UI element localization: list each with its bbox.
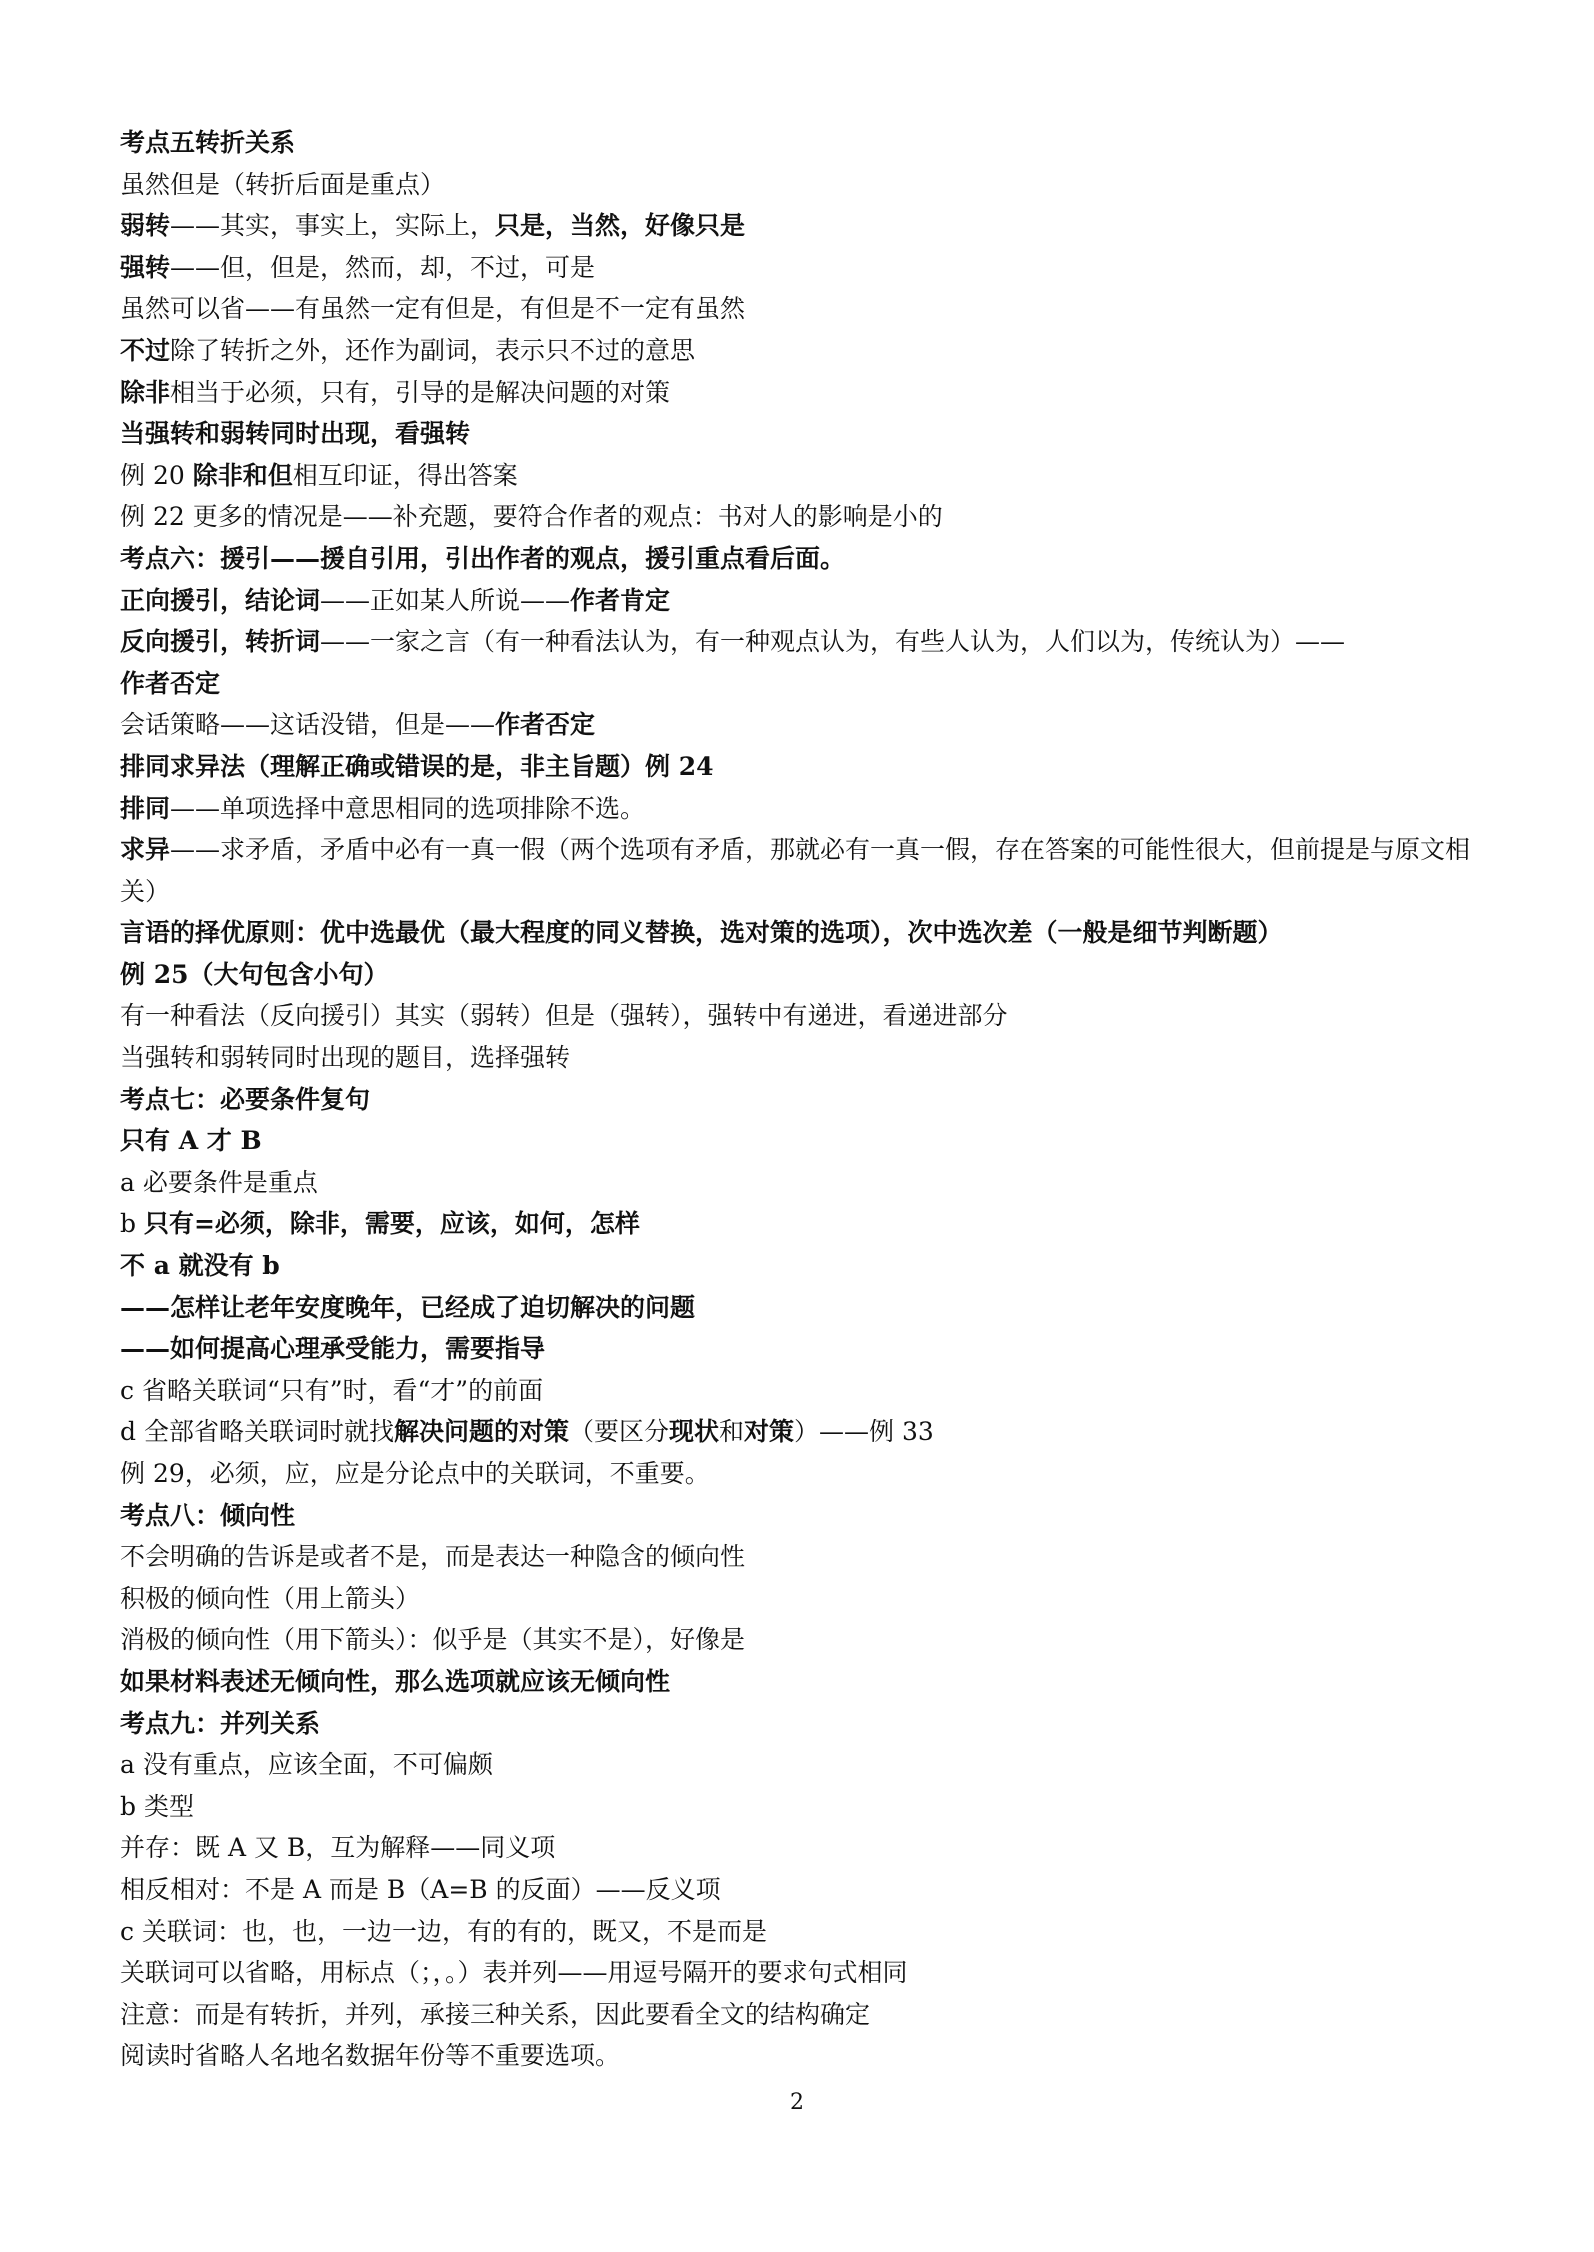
text-line <box>120 247 1480 289</box>
text-line <box>120 496 1480 538</box>
text-line <box>120 1703 1480 1745</box>
text-segment: 例 22 更多的情况是——补充题，要符合作者的观点：书对人的影响是小的 <box>120 502 943 532</box>
text-line <box>120 995 1480 1037</box>
text-line <box>120 1370 1480 1412</box>
bold-text: 求异 <box>120 835 171 865</box>
text-line <box>120 1079 1480 1121</box>
text-segment: 并存：既 A 又 B，互为解释——同义项 <box>120 1833 556 1863</box>
text-segment: 虽然可以省——有虽然一定有但是，有但是不一定有虽然 <box>120 294 746 324</box>
text-segment: c 关联词：也，也，一边一边，有的有的，既又，不是而是 <box>120 1916 767 1946</box>
text-line <box>120 746 1480 788</box>
text-line <box>120 2035 1480 2077</box>
bold-text: 作者否定 <box>120 668 221 698</box>
bold-text: 考点六：援引——援自引用，引出作者的观点，援引重点看后面。 <box>120 543 846 573</box>
text-segment: ——其实，事实上，实际上， <box>170 211 496 241</box>
text-line <box>120 413 1480 455</box>
bold-text: 当强转和弱转同时出现，看强转 <box>120 419 471 449</box>
bold-text: 反向援引，转折词 <box>120 627 321 657</box>
text-line <box>120 1744 1480 1786</box>
text-segment: b <box>120 1209 144 1239</box>
text-line <box>120 580 1480 622</box>
text-segment: ——单项选择中意思相同的选项排除不选。 <box>170 793 646 823</box>
text-line <box>120 1578 1480 1620</box>
text-line <box>120 1453 1480 1495</box>
bold-text: 考点八：倾向性 <box>120 1500 296 1530</box>
text-segment: b 类型 <box>120 1791 194 1821</box>
bold-text: 对策 <box>744 1417 795 1447</box>
text-segment: 阅读时省略人名地名数据年份等不重要选项。 <box>120 2041 621 2071</box>
text-line <box>120 1786 1480 1828</box>
text-segment: a 必要条件是重点 <box>120 1167 318 1197</box>
text-line <box>120 1661 1480 1703</box>
page-number: 2 <box>790 2090 804 2115</box>
bold-text: 只是，当然，好像只是 <box>495 211 746 241</box>
text-line <box>120 1037 1480 1079</box>
text-segment: （要区分 <box>568 1417 669 1447</box>
text-segment: c 省略关联词“只有”时，看“才”的前面 <box>120 1375 544 1405</box>
bold-text: 弱转 <box>120 211 171 241</box>
text-segment: 相当于必须，只有，引导的是解决问题的对策 <box>170 377 671 407</box>
document-body <box>120 122 1480 2077</box>
text-segment: 关联词可以省略，用标点（；，。）表并列——用逗号隔开的要求句式相同 <box>120 1958 908 1988</box>
text-line <box>120 538 1480 580</box>
text-line <box>120 1495 1480 1537</box>
text-line <box>120 1619 1480 1661</box>
bold-text: 只有=必须，除非，需要，应该，如何，怎样 <box>143 1209 640 1239</box>
bold-text: 不过 <box>120 335 171 365</box>
text-line <box>120 288 1480 330</box>
text-line <box>120 1827 1480 1869</box>
text-segment: 有一种看法（反向援引）其实（弱转）但是（强转），强转中有递进，看递进部分 <box>120 1001 1008 1031</box>
bold-text: 正向援引，结论词 <box>120 585 321 615</box>
text-line <box>120 330 1480 372</box>
text-line <box>120 954 1480 996</box>
bold-text: 考点七：必要条件复句 <box>120 1084 371 1114</box>
text-line <box>120 912 1480 954</box>
bold-text: ——如何提高心理承受能力，需要指导 <box>120 1334 546 1364</box>
text-line <box>120 829 1480 912</box>
text-line <box>120 1162 1480 1204</box>
text-line <box>120 1120 1480 1162</box>
bold-text: 如果材料表述无倾向性，那么选项就应该无倾向性 <box>120 1666 671 1696</box>
text-segment: ——正如某人所说—— <box>320 585 571 615</box>
bold-text: 解决问题的对策 <box>393 1417 569 1447</box>
text-line <box>120 1287 1480 1329</box>
text-line <box>120 1536 1480 1578</box>
text-segment: 例 29，必须，应，应是分论点中的关联词，不重要。 <box>120 1459 710 1488</box>
text-segment: 除了转折之外，还作为副词，表示只不过的意思 <box>170 335 696 365</box>
text-line <box>120 1911 1480 1953</box>
text-segment: 相互印证，得出答案 <box>292 460 518 490</box>
text-line <box>120 788 1480 830</box>
text-line <box>120 1245 1480 1287</box>
bold-text: 作者肯定 <box>570 585 671 615</box>
bold-text: 除非和但 <box>192 460 293 490</box>
bold-text: 除非 <box>120 377 171 407</box>
text-line <box>120 455 1480 497</box>
text-segment: 注意：而是有转折，并列，承接三种关系，因此要看全文的结构确定 <box>120 1999 871 2029</box>
text-segment: 和 <box>719 1417 745 1447</box>
bold-text: ——怎样让老年安度晚年，已经成了迫切解决的问题 <box>120 1292 696 1322</box>
bold-text: 排同 <box>120 793 171 823</box>
text-segment: 不会明确的告诉是或者不是，而是表达一种隐含的倾向性 <box>120 1542 746 1572</box>
bold-text: 作者否定 <box>495 710 596 740</box>
text-segment: a 没有重点，应该全面，不可偏颇 <box>120 1750 493 1780</box>
bold-text: 现状 <box>668 1417 719 1447</box>
text-line <box>120 1411 1480 1453</box>
text-line <box>120 663 1480 705</box>
text-segment: 当强转和弱转同时出现的题目，选择强转 <box>120 1043 571 1073</box>
text-line <box>120 1203 1480 1245</box>
text-line <box>120 1328 1480 1370</box>
bold-text: 考点五转折关系 <box>120 128 296 157</box>
bold-text: 排同求异法（理解正确或错误的是，非主旨题）例 24 <box>120 751 714 781</box>
text-segment: 积极的倾向性（用上箭头） <box>120 1583 421 1613</box>
text-segment: 消极的倾向性（用下箭头）：似乎是（其实不是），好像是 <box>120 1625 746 1655</box>
text-line <box>120 704 1480 746</box>
text-segment: ——一家之言（有一种看法认为，有一种观点认为，有些人认为，人们以为，传统认为）—— <box>320 627 1346 657</box>
bold-text: 强转 <box>120 252 171 282</box>
bold-text: 言语的择优原则：优中选最优（最大程度的同义替换，选对策的选项），次中选次差（一般是细节判断题） <box>120 918 1283 948</box>
text-segment: d 全部省略关联词时就找 <box>120 1417 394 1447</box>
bold-text: 不 a 就没有 b <box>120 1251 280 1281</box>
text-segment: 会话策略——这话没错，但是—— <box>120 710 496 740</box>
text-segment: ）——例 33 <box>794 1417 934 1447</box>
text-segment: 相反相对：不是 A 而是 B（A=B 的反面）——反义项 <box>120 1874 721 1904</box>
text-line <box>120 372 1480 414</box>
text-segment: 例 20 <box>120 460 193 490</box>
text-segment: ——求矛盾，矛盾中必有一真一假（两个选项有矛盾，那就必有一真一假，存在答案的可能性很大，但前提是与原文相关） <box>120 835 1471 906</box>
bold-text: 例 25（大句包含小句） <box>120 959 389 989</box>
text-line <box>120 1952 1480 1994</box>
text-segment: 虽然但是（转折后面是重点） <box>120 169 446 199</box>
text-line <box>120 164 1480 206</box>
text-segment: ——但，但是，然而，却，不过，可是 <box>170 252 596 282</box>
text-line <box>120 1994 1480 2036</box>
bold-text: 只有 A 才 B <box>120 1126 262 1156</box>
text-line <box>120 205 1480 247</box>
bold-text: 考点九：并列关系 <box>120 1708 321 1738</box>
text-line <box>120 1869 1480 1911</box>
text-line <box>120 122 1480 164</box>
text-line <box>120 621 1480 663</box>
